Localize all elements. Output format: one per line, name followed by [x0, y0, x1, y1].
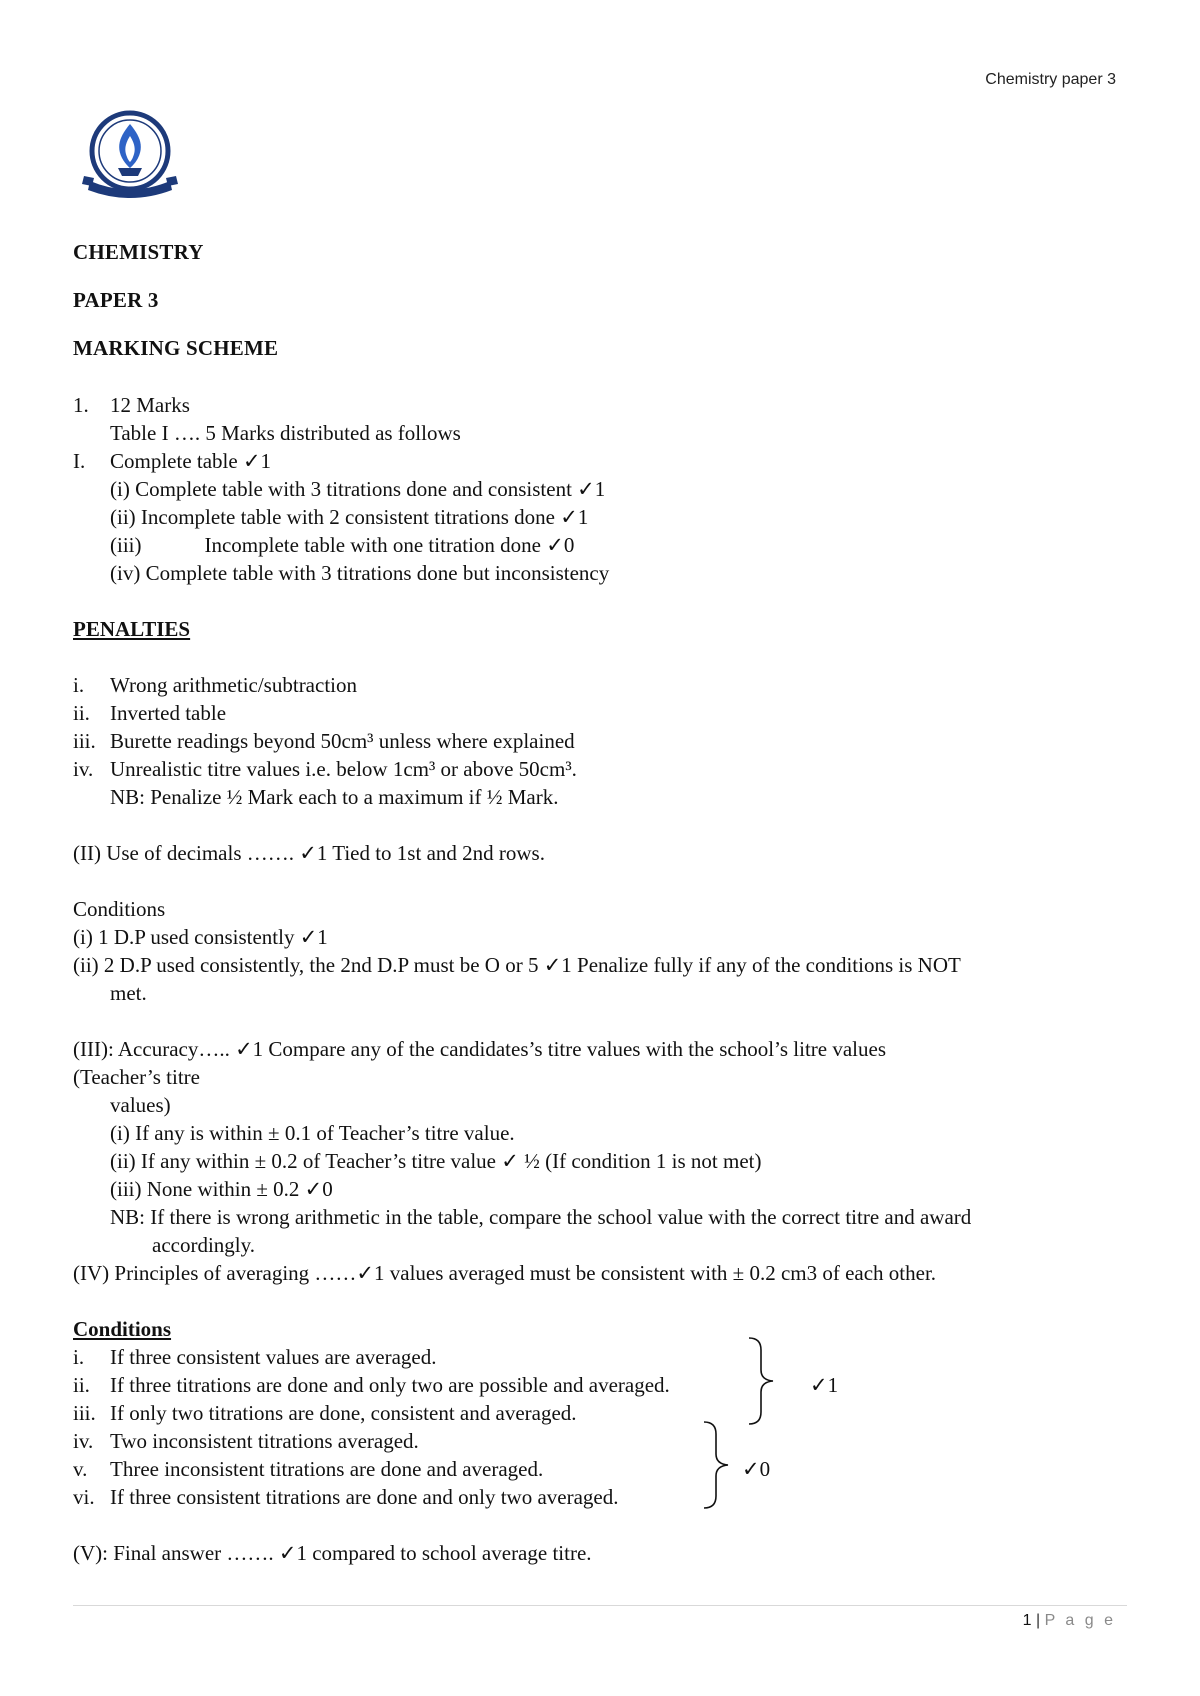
condition-item: (ii) 2 D.P used consistently, the 2nd D.P must be O or 5 ✓1 Penalize fully if any of the conditions is NOT: [73, 953, 961, 977]
sub-item: (ii) Incomplete table with 2 consistent titrations done ✓1: [110, 505, 589, 529]
list-item: Inverted table: [110, 701, 227, 725]
table-marks-line: Table I …. 5 Marks distributed as follows: [110, 421, 461, 445]
list-number: i.: [73, 1345, 85, 1369]
accuracy-line-2: (Teacher’s titre: [73, 1065, 200, 1089]
accuracy-note: NB: If there is wrong arithmetic in the table, compare the school value with the correct titre and award: [110, 1205, 972, 1229]
list-number: v.: [73, 1457, 88, 1481]
list-item: Three inconsistent titrations are done and averaged.: [110, 1457, 544, 1481]
averaging-line: (IV) Principles of averaging ……✓1 values averaged must be consistent with ± 0.2 cm3 of each other.: [73, 1261, 937, 1285]
question-number: 1.: [73, 393, 89, 417]
part-i-text: Complete table ✓1: [110, 449, 272, 473]
sub-item: (iii) Incomplete table with one titration done ✓0: [110, 533, 575, 557]
school-crest-icon: [80, 106, 180, 206]
penalty-note: NB: Penalize ½ Mark each to a maximum if ½ Mark.: [110, 785, 559, 809]
list-number: iv.: [73, 1429, 94, 1453]
accuracy-item: (i) If any is within ± 0.1 of Teacher’s titre value.: [110, 1121, 515, 1145]
accuracy-line-3: values): [110, 1093, 171, 1117]
list-number: vi.: [73, 1485, 95, 1509]
condition-item: (i) 1 D.P used consistently ✓1: [73, 925, 328, 949]
conditions-label: Conditions: [73, 897, 166, 921]
award-group-2: ✓0: [742, 1457, 771, 1481]
list-number: iii.: [73, 1401, 96, 1425]
page-footer: [1023, 1612, 1116, 1630]
question-marks: 12 Marks: [110, 393, 190, 417]
list-item: If three consistent titrations are done and only two averaged.: [110, 1485, 619, 1509]
list-item: If three titrations are done and only two are possible and averaged.: [110, 1373, 670, 1397]
averaging-conditions-heading: Conditions: [73, 1317, 172, 1341]
part-i-number: I.: [73, 449, 86, 473]
sub-item: (iv) Complete table with 3 titrations done but inconsistency: [110, 561, 610, 585]
paper-heading: PAPER 3: [73, 288, 159, 312]
sub-item: (i) Complete table with 3 titrations done and consistent ✓1: [110, 477, 606, 501]
page-number: 1: [1022, 1612, 1032, 1629]
list-number: ii.: [73, 1373, 90, 1397]
list-item: If three consistent values are averaged.: [110, 1345, 437, 1369]
footer-separator: |: [1035, 1612, 1041, 1629]
footer-divider: [73, 1605, 1127, 1606]
subject-heading: CHEMISTRY: [73, 240, 204, 264]
condition-item-cont: met.: [110, 981, 147, 1005]
list-number: i.: [73, 673, 85, 697]
right-brace-icon: [745, 1336, 785, 1426]
list-number: iii.: [73, 729, 96, 753]
list-item: Unrealistic titre values i.e. below 1cm³ or above 50cm³.: [110, 757, 577, 781]
page-header: Chemistry paper 3: [985, 71, 1116, 88]
accuracy-item: (iii) None within ± 0.2 ✓0: [110, 1177, 333, 1201]
page-label: P a g e: [1044, 1612, 1116, 1629]
scheme-heading: MARKING SCHEME: [73, 336, 279, 360]
accuracy-note-cont: accordingly.: [152, 1233, 256, 1257]
list-item: If only two titrations are done, consistent and averaged.: [110, 1401, 577, 1425]
list-item: Burette readings beyond 50cm³ unless where explained: [110, 729, 575, 753]
decimals-line: (II) Use of decimals ……. ✓1 Tied to 1st and 2nd rows.: [73, 841, 545, 865]
award-group-1: ✓1: [810, 1373, 839, 1397]
penalties-heading: PENALTIES: [73, 617, 191, 641]
accuracy-line: (III): Accuracy….. ✓1 Compare any of the candidates’s titre values with the school’s litre values: [73, 1037, 887, 1061]
list-number: ii.: [73, 701, 90, 725]
final-answer-line: (V): Final answer ……. ✓1 compared to school average titre.: [73, 1541, 592, 1565]
list-item: Wrong arithmetic/subtraction: [110, 673, 357, 697]
list-item: Two inconsistent titrations averaged.: [110, 1429, 419, 1453]
right-brace-icon: [700, 1420, 740, 1510]
list-number: iv.: [73, 757, 94, 781]
accuracy-item: (ii) If any within ± 0.2 of Teacher’s titre value ✓ ½ (If condition 1 is not met): [110, 1149, 762, 1173]
